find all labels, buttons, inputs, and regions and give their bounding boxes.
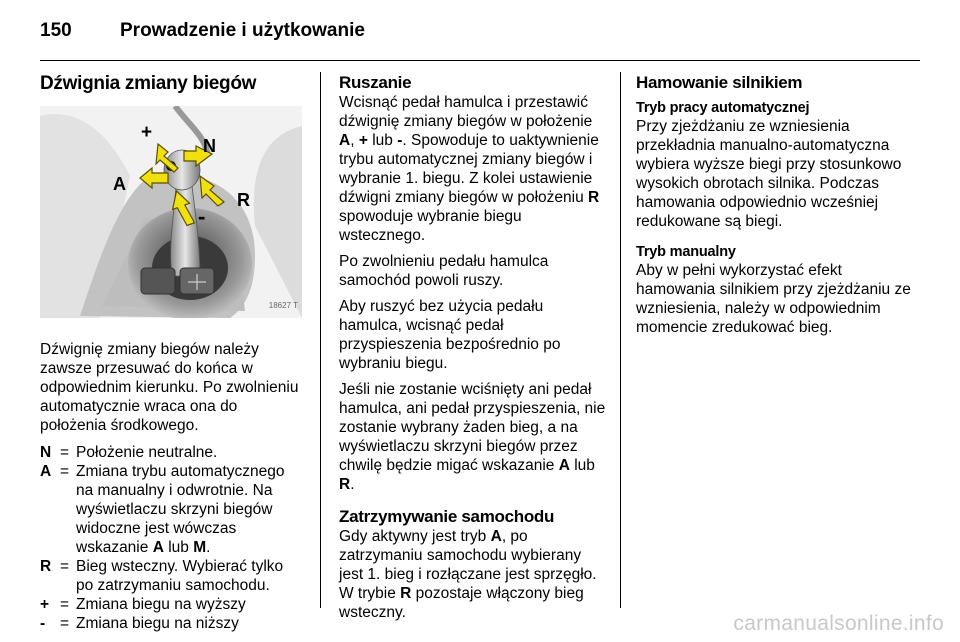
paragraph-ruszanie-2: Po zwolnieniu pedału hamulca samochód powoli ruszy. <box>339 253 549 289</box>
column-divider <box>320 72 321 608</box>
watermark: carmanualsonline.info <box>733 612 944 635</box>
legend-key: A <box>40 463 52 480</box>
legend-text: Zmiana biegu na wyższy <box>76 596 246 613</box>
paragraph-manual: Aby w pełni wykorzystać efekt hamowania silnikiem przy zjeżdżaniu ze wzniesienia, należy w odpowiednim momencie zredukować bieg. <box>636 262 911 336</box>
label-minus: - <box>198 204 206 229</box>
legend-key: - <box>40 615 46 632</box>
legend-eq: = <box>60 558 70 575</box>
paragraph-zatrzymywanie: Gdy aktywny jest tryb A, po zatrzymaniu samochodu wybierany jest 1. bieg i rozłączane jest sprzęgło. W trybie R pozostaje włączony bieg wsteczny. <box>339 528 597 621</box>
legend-row <box>40 595 302 614</box>
column-engine-braking <box>636 72 911 344</box>
legend-row <box>40 557 302 595</box>
console-button <box>141 268 175 294</box>
label-plus: + <box>141 122 153 143</box>
page-number: 150 <box>40 20 72 41</box>
page-header <box>40 20 920 54</box>
subheading-automatic: Tryb pracy automatycznej <box>636 100 810 116</box>
page-title: Prowadzenie i użytkowanie <box>120 20 365 41</box>
legend-text: Bieg wsteczny. Wybierać tylko po zatrzymaniu samochodu. <box>76 558 284 594</box>
heading-hamowanie: Hamowanie silnikiem <box>636 73 803 92</box>
legend-eq: = <box>60 596 70 613</box>
gear-lever-figure <box>40 106 302 318</box>
gear-legend <box>40 443 302 633</box>
legend-eq: = <box>60 444 70 461</box>
label-n: N <box>203 136 216 156</box>
legend-row <box>40 462 302 557</box>
paragraph-ruszanie-1: Wcisnąć pedał hamulca i przestawić dźwignię zmiany biegów w położenie A, + lub -. Spowoduje to uaktywnienie trybu automatycznej zmiany biegów i wybranie 1. biegu. Z kolei ustawienie dźwigni zmiany biegów w położeniu R spowoduje wybranie biegu wstecznego. <box>339 94 600 244</box>
legend-key: N <box>40 444 52 461</box>
subheading-manual: Tryb manualny <box>636 244 736 260</box>
figure-code: 18627 T <box>268 301 298 310</box>
legend-key: + <box>40 596 50 613</box>
paragraph-automatic: Przy zjeżdżaniu ze wzniesienia przekładnia manualno-automatyczna wybiera wyższe biegi przy stosunkowo wysokich obrotach silnika. Podczas hamowania odpowiednio wcześniej redukowane są biegi. <box>636 118 902 230</box>
gear-lever-illustration <box>40 106 302 318</box>
column-starting <box>339 72 607 629</box>
legend-text: Zmiana trybu automatycznego na manualny i odwrotnie. Na wyświetlaczu skrzyni biegów widoczne jest wówczas wskazanie A lub M. <box>76 463 285 556</box>
column-gear-lever <box>40 72 302 633</box>
legend-text: Zmiana biegu na niższy <box>76 615 239 632</box>
heading-ruszanie: Ruszanie <box>339 73 412 92</box>
column-divider <box>620 72 621 608</box>
label-r: R <box>237 190 250 210</box>
legend-eq: = <box>60 615 70 632</box>
paragraph-ruszanie-3: Aby ruszyć bez użycia pedału hamulca, wcisnąć pedał przyspieszenia bezpośrednio po wybraniu biegu. <box>339 298 561 372</box>
legend-text: Położenie neutralne. <box>76 444 218 461</box>
section-title-gear-lever: Dźwignia zmiany biegów <box>40 73 257 94</box>
label-a: A <box>113 174 126 194</box>
legend-key: R <box>40 558 52 575</box>
heading-zatrzymywanie: Zatrzymywanie samochodu <box>339 507 555 526</box>
gear-lever-intro: Dźwignię zmiany biegów należy zawsze przesuwać do końca w odpowiednim kierunku. Po zwolnieniu automatycznie wraca ona do położenia środkowego. <box>40 341 299 434</box>
legend-row <box>40 614 302 633</box>
header-rule <box>40 60 920 61</box>
legend-row <box>40 443 302 462</box>
legend-eq: = <box>60 463 70 480</box>
paragraph-ruszanie-4: Jeśli nie zostanie wciśnięty ani pedał hamulca, ani pedał przyspieszenia, nie zostanie wybrany żaden bieg, a na wyświetlaczu skrzyni biegów przez chwilę będzie migać wskazanie A lub R. <box>339 381 606 493</box>
